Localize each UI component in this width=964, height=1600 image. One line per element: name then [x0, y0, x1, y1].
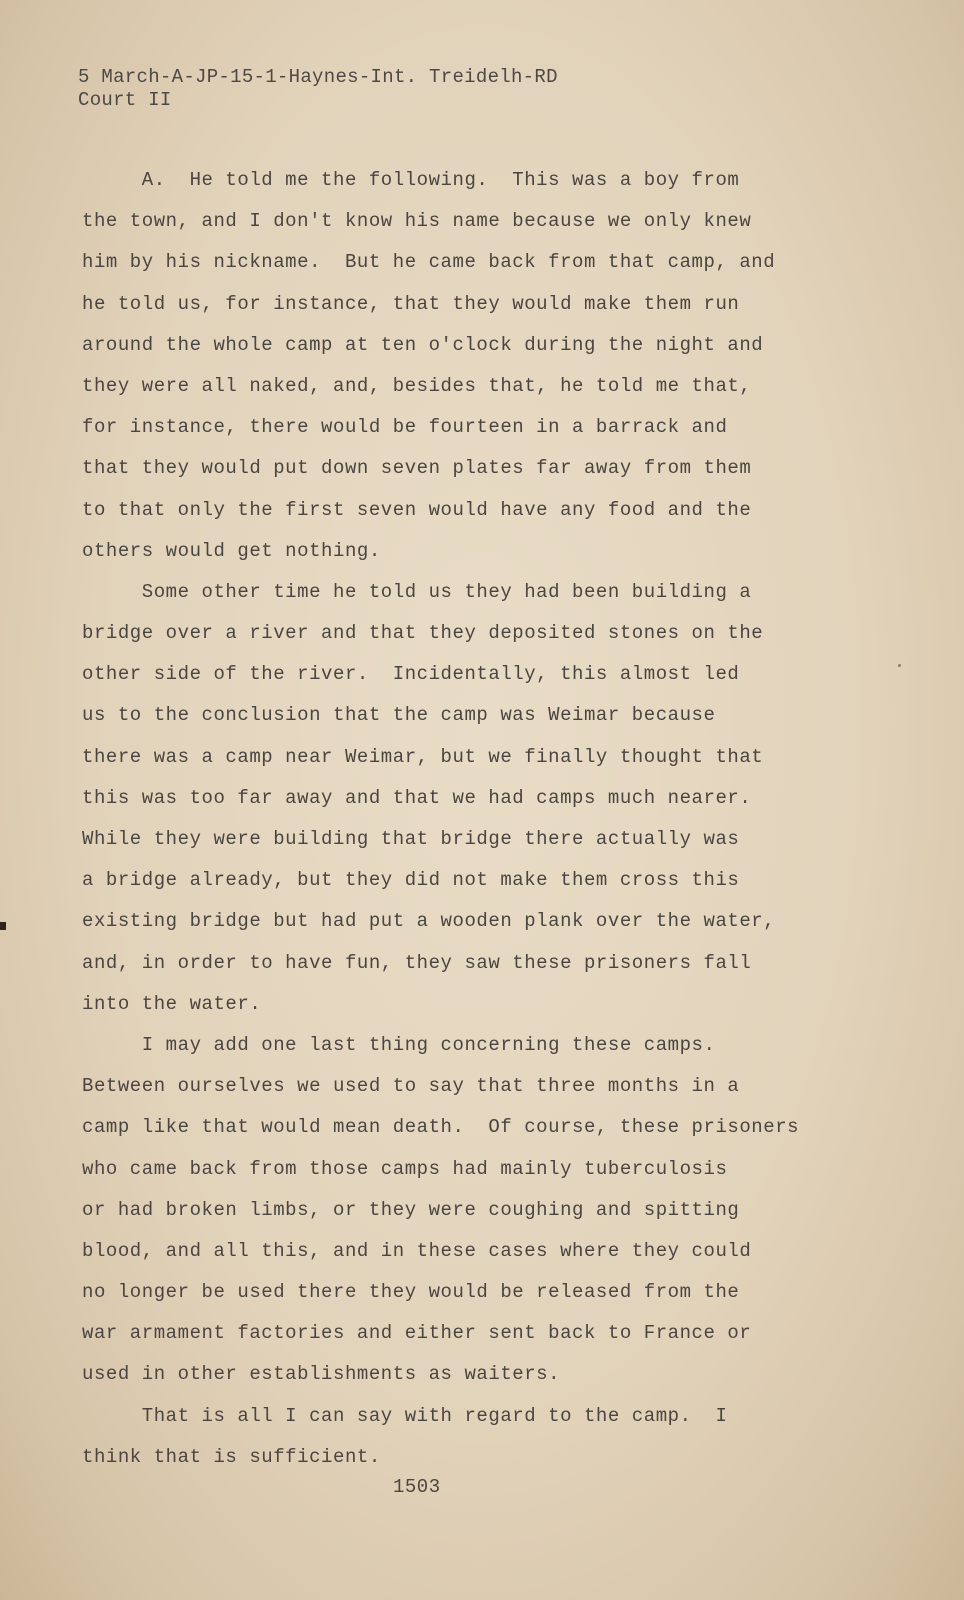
transcript-line: into the water. [82, 992, 262, 1015]
transcript-line: the town, and I don't know his name because we only knew [82, 210, 752, 233]
transcript-line: war armament factories and either sent back to France or [82, 1322, 752, 1345]
transcript-line: Between ourselves we used to say that three months in a [82, 1075, 740, 1098]
left-edge-mark [0, 922, 6, 930]
transcript-line: us to the conclusion that the camp was Weimar because [82, 704, 716, 727]
transcript-line: other side of the river. Incidentally, this almost led [82, 663, 740, 686]
transcript-line: blood, and all this, and in these cases where they could [82, 1239, 752, 1262]
transcript-line: no longer be used there they would be released from the [82, 1281, 740, 1304]
transcript-line: others would get nothing. [82, 539, 381, 562]
transcript-line: or had broken limbs, or they were coughing and spitting [82, 1198, 740, 1221]
transcript-line: and, in order to have fun, they saw these prisoners fall [82, 951, 752, 974]
transcript-line: he told us, for instance, that they would make them run [82, 292, 740, 315]
transcript-line: While they were building that bridge there actually was [82, 828, 740, 850]
transcript-line: Some other time he told us they had been building a [82, 580, 752, 603]
transcript-line: bridge over a river and that they deposited stones on the [82, 622, 764, 645]
transcript-line: this was too far away and that we had camps much nearer. [82, 786, 752, 809]
header-court-line: Court II [78, 89, 172, 111]
transcript-line: camp like that would mean death. Of course, these prisoners [82, 1116, 800, 1139]
transcript-line: that they would put down seven plates far away from them [82, 457, 752, 480]
transcript-line: they were all naked, and, besides that, he told me that, [82, 374, 752, 397]
transcript-line: around the whole camp at ten o'clock during the night and [82, 333, 764, 356]
transcript-line: to that only the first seven would have any food and the [82, 498, 752, 521]
page-number: 1503 [393, 1476, 441, 1498]
paper-fleck [898, 664, 901, 667]
transcript-body [82, 160, 842, 1478]
transcript-line: A. He told me the following. This was a boy from [82, 169, 740, 191]
transcript-line: existing bridge but had put a wooden plank over the water, [82, 910, 776, 933]
transcript-line: who came back from those camps had mainly tuberculosis [82, 1157, 728, 1180]
transcript-line: a bridge already, but they did not make them cross this [82, 869, 740, 892]
header-reference-line: 5 March-A-JP-15-1-Haynes-Int. Treidelh-RD [78, 66, 558, 88]
transcript-line: think that is sufficient. [82, 1445, 381, 1468]
transcript-line: for instance, there would be fourteen in a barrack and [82, 416, 728, 439]
transcript-line: him by his nickname. But he came back from that camp, and [82, 251, 776, 274]
document-header [78, 66, 558, 112]
transcript-line: That is all I can say with regard to the camp. I [82, 1404, 728, 1427]
transcript-line: I may add one last thing concerning these camps. [82, 1033, 716, 1056]
transcript-line: used in other establishments as waiters. [82, 1363, 561, 1386]
transcript-line: there was a camp near Weimar, but we finally thought that [82, 745, 764, 768]
